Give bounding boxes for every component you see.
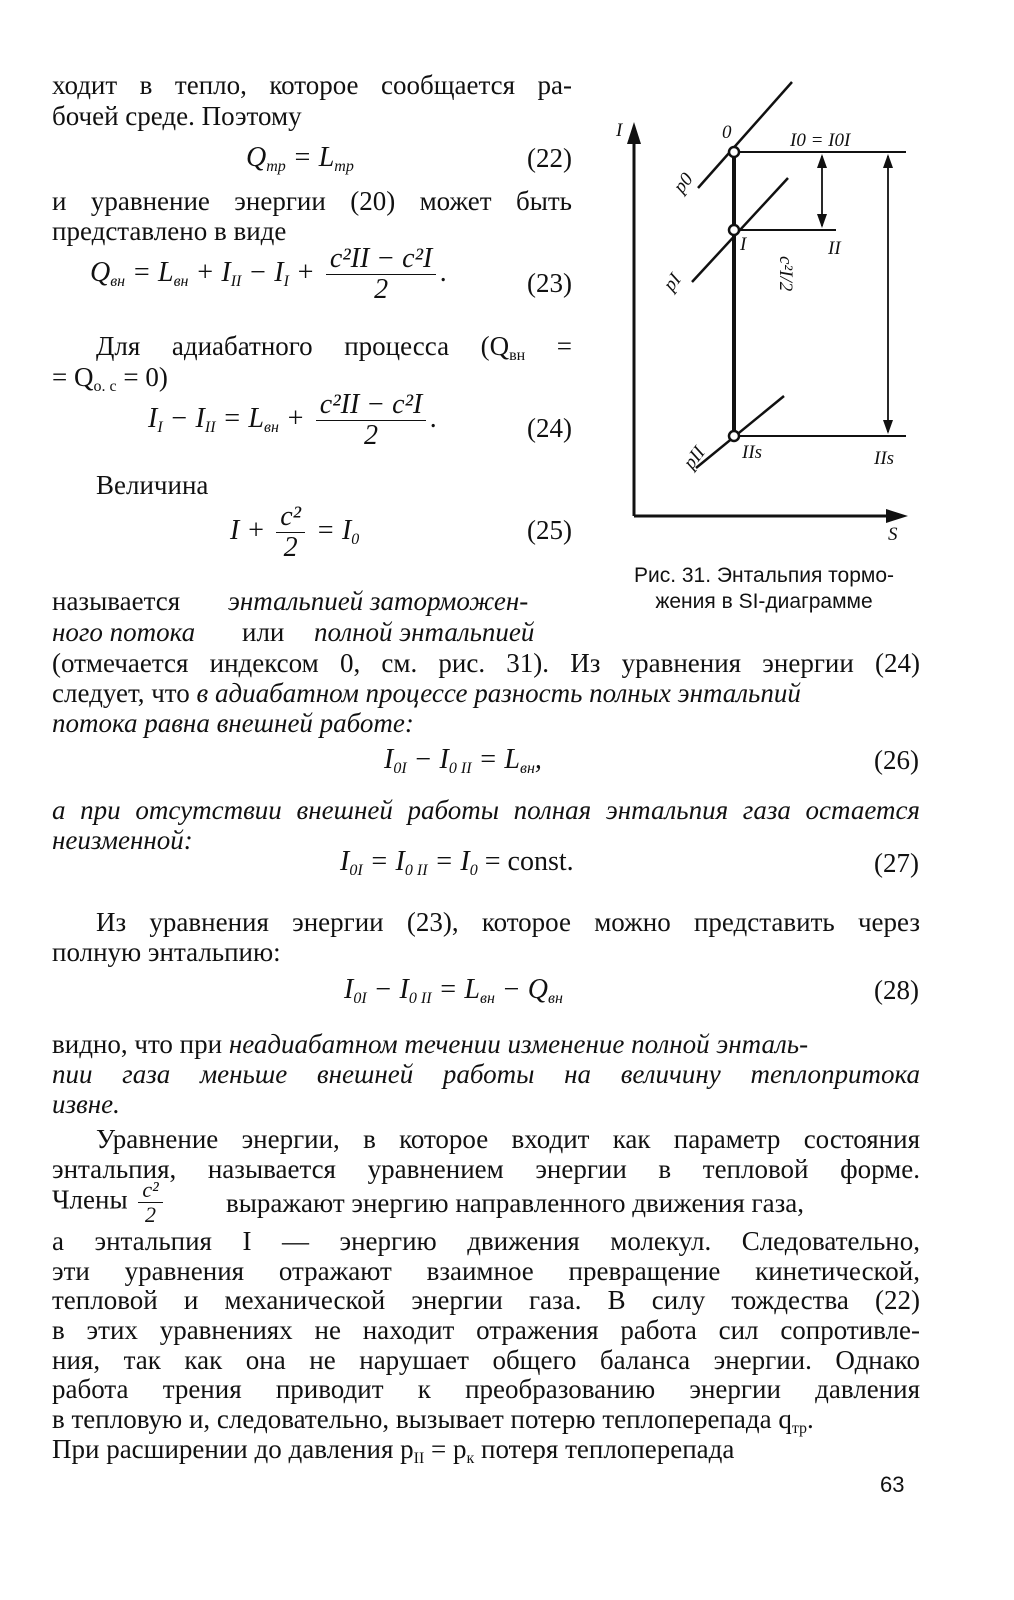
text-line: эти уравнения отражают взаимное превращение кинетической, [52, 1256, 920, 1286]
equation-24: II − III = Lвн + $\frac{\text{c²II − c²I}}{2}$ . [148, 389, 438, 451]
text-line: работа трения приводит к преобразованию энергии давления [52, 1374, 920, 1404]
dim-arrow-down [817, 214, 827, 228]
equation-number: (22) [527, 143, 572, 173]
text-line: извне. [52, 1089, 120, 1119]
dim-arrow-up [883, 154, 893, 168]
text-line: тепловой и механической энергии газа. В силу тождества (22) [52, 1285, 920, 1315]
equation-22: Qтр = Lтр [246, 142, 354, 175]
equation-23: Qвн = Lвн + III − II + $\frac{\text{c²II − c²I}}{2}$ . [90, 243, 448, 305]
dim-arrow-down [883, 420, 893, 434]
text-line: потока равна внешней работе: [52, 708, 414, 738]
text-line: в этих уравнениях не находит отражения работа сил сопротивле- [52, 1315, 920, 1345]
text-line: а при отсутствии внешней работы полная энтальпия газа остается [52, 795, 920, 825]
text-line: а энтальпия I — энергию движения молекул. Следовательно, [52, 1226, 920, 1256]
equation-27: I0I = I0 II = I0 = const. [340, 846, 574, 879]
text-line: Из уравнения энергии (23), которое можно представить через [96, 907, 920, 937]
text-line: бочей среде. Поэтому [52, 101, 302, 131]
dim-arrow-up [817, 154, 827, 168]
figure-caption: Рис. 31. Энтальпия тормо- жения в SI-диаграмме [633, 564, 895, 613]
point-i [729, 225, 739, 235]
text-line: ходит в тепло, которое сообщается ра- [52, 70, 572, 100]
text-line: ного потока или полной энтальпией [52, 617, 535, 647]
text-line: неизменной: [52, 825, 193, 855]
point-0 [729, 147, 739, 157]
point-0-label: 0 [722, 122, 732, 143]
text-line: Величина [96, 470, 209, 500]
text-line: видно, что при неадиабатном течении изменение полной энталь- [52, 1029, 809, 1059]
text-line: называется энтальпией заторможен- [52, 586, 529, 616]
x-axis-label: S [888, 524, 898, 545]
text-line: энтальпия, называется уравнением энергии в тепловой форме. [52, 1154, 920, 1184]
isobar-p2 [696, 396, 784, 468]
point-i-label: I [740, 234, 747, 255]
text-line: представлено в виде [52, 216, 287, 246]
equation-number: (25) [527, 515, 572, 545]
equation-number: (24) [527, 413, 572, 443]
text-line: следует, что в адиабатном процессе разность полных энтальпий [52, 678, 801, 708]
point-iis-label: IIs [742, 442, 763, 463]
label-c2: c²I/2 [775, 256, 796, 292]
text-line: При расширении до давления pII = pк потеря теплоперепада [52, 1434, 735, 1467]
equation-number: (26) [874, 745, 919, 775]
text-line: и уравнение энергии (20) может быть [52, 186, 572, 216]
text-line: Уравнение энергии, в которое входит как параметр состояния [96, 1124, 920, 1154]
equation-28: I0I − I0 II = Lвн − Qвн [344, 974, 563, 1007]
si-diagram [596, 70, 926, 570]
equation-25: I + $\frac{\text{c²}}{2}$ = I0 [230, 501, 360, 563]
text-line: Члены $\frac{\text{c²}}{2}$ выражают энергию направленного движения газа, [52, 1177, 804, 1227]
label-i0: I0 = I0I [790, 130, 851, 151]
isobar-p2-label: pII [679, 442, 710, 474]
x-axis-arrow [886, 509, 908, 523]
text-line: в тепловую и, следовательно, вызывает потерю теплоперепада qтр. [52, 1404, 814, 1437]
y-axis-label: I [616, 120, 623, 141]
equation-number: (27) [874, 848, 919, 878]
y-axis-arrow [627, 122, 641, 144]
page-number: 63 [880, 1472, 905, 1497]
text-line: пии газа меньше внешней работы на величину теплопритока [52, 1059, 920, 1089]
equation-26: I0I − I0 II = Lвн, [384, 744, 542, 777]
text-line: полную энтальпию: [52, 937, 281, 967]
equation-number: (28) [874, 975, 919, 1005]
text-line: ния, так как она не нарушает общего баланса энергии. Однако [52, 1345, 920, 1375]
isobar-p0-label: p0 [669, 169, 698, 198]
label-iis-right: IIs [874, 448, 895, 469]
text-line: = Qо. с = 0) [52, 362, 168, 395]
label-ii: II [828, 238, 841, 259]
point-iis [729, 431, 739, 441]
equation-number: (23) [527, 268, 572, 298]
text-line: (отмечается индексом 0, см. рис. 31). Из уравнения энергии (24) [52, 648, 920, 678]
isobar-p0 [698, 82, 792, 188]
text-line: Для адиабатного процесса (Qвн = [96, 331, 572, 364]
isobar-p1-label: pI [659, 269, 686, 296]
